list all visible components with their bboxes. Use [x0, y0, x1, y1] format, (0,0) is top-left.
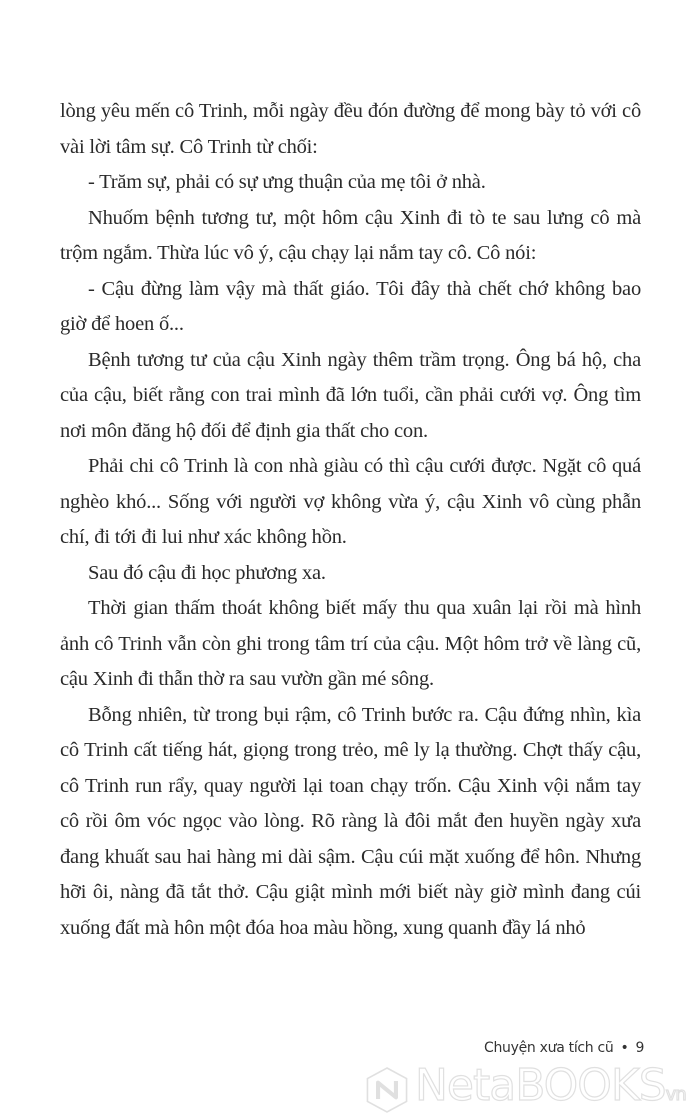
paragraph: - Cậu đừng làm vậy mà thất giáo. Tôi đây thà chết chớ không bao giờ để hoen ố...: [60, 277, 641, 335]
paragraph: Phải chi cô Trinh là con nhà giàu có thì cậu cưới được. Ngặt cô quá nghèo khó... Sống với người vợ không vừa ý, cậu Xinh vô cùng phẫn chí, đi tới đi lui như xác không hồn.: [60, 455, 641, 548]
paragraph: - Trăm sự, phải có sự ưng thuận của mẹ tôi ở nhà.: [88, 171, 486, 193]
page-number: 9: [635, 1040, 645, 1056]
paragraph: Thời gian thấm thoát không biết mấy thu qua xuân lại rồi mà hình ảnh cô Trinh vẫn còn ghi trong tâm trí của cậu. Một hôm trở về làng cũ, cậu Xinh đi thẫn thờ ra sau vườn gần mé sông.: [60, 597, 641, 690]
paragraph: Nhuốm bệnh tương tư, một hôm cậu Xinh đi tò te sau lưng cô mà trộm ngắm. Thừa lúc vô ý, cậu chạy lại nắm tay cô. Cô nói:: [60, 206, 641, 264]
running-title: Chuyện xưa tích cũ: [484, 1040, 614, 1056]
watermark-text: NetaBOOKSvn: [415, 1059, 686, 1111]
paragraph: Bỗng nhiên, từ trong bụi rậm, cô Trinh bước ra. Cậu đứng nhìn, kìa cô Trinh cất tiếng hát, giọng trong trẻo, mê ly lạ thường. Chợt thấy cậu, cô Trinh run rẩy, quay người lại toan chạy trốn. Cậu Xinh vội nắm tay cô rồi ôm vóc ngọc vào lòng. Rõ ràng là đôi mắt đen huyền ngày xưa đang khuất sau hai hàng mi dài sậm. Cậu cúi mặt xuống để hôn. Nhưng hỡi ôi, nàng đã tắt thở. Cậu giật mình mới biết này giờ mình đang cúi xuống đất mà hôn một đóa hoa màu hồng, xung quanh đầy lá nhỏ: [60, 703, 641, 939]
netabooks-logo-icon: [365, 1066, 409, 1114]
paragraph: Bệnh tương tư của cậu Xinh ngày thêm trầm trọng. Ông bá hộ, cha của cậu, biết rằng con trai mình đã lớn tuổi, cần phải cưới vợ. Ông tìm nơi môn đăng hộ đối để định gia thất cho con.: [60, 348, 641, 442]
watermark: [365, 1059, 686, 1114]
page-footer: [484, 1040, 644, 1057]
footer-separator: •: [620, 1040, 629, 1056]
paragraph: Sau đó cậu đi học phương xa.: [88, 561, 326, 584]
page-body: [60, 94, 641, 946]
paragraph: lòng yêu mến cô Trinh, mỗi ngày đều đón đường để mong bày tỏ với cô vài lời tâm sự. Cô Trinh từ chối:: [60, 100, 641, 158]
